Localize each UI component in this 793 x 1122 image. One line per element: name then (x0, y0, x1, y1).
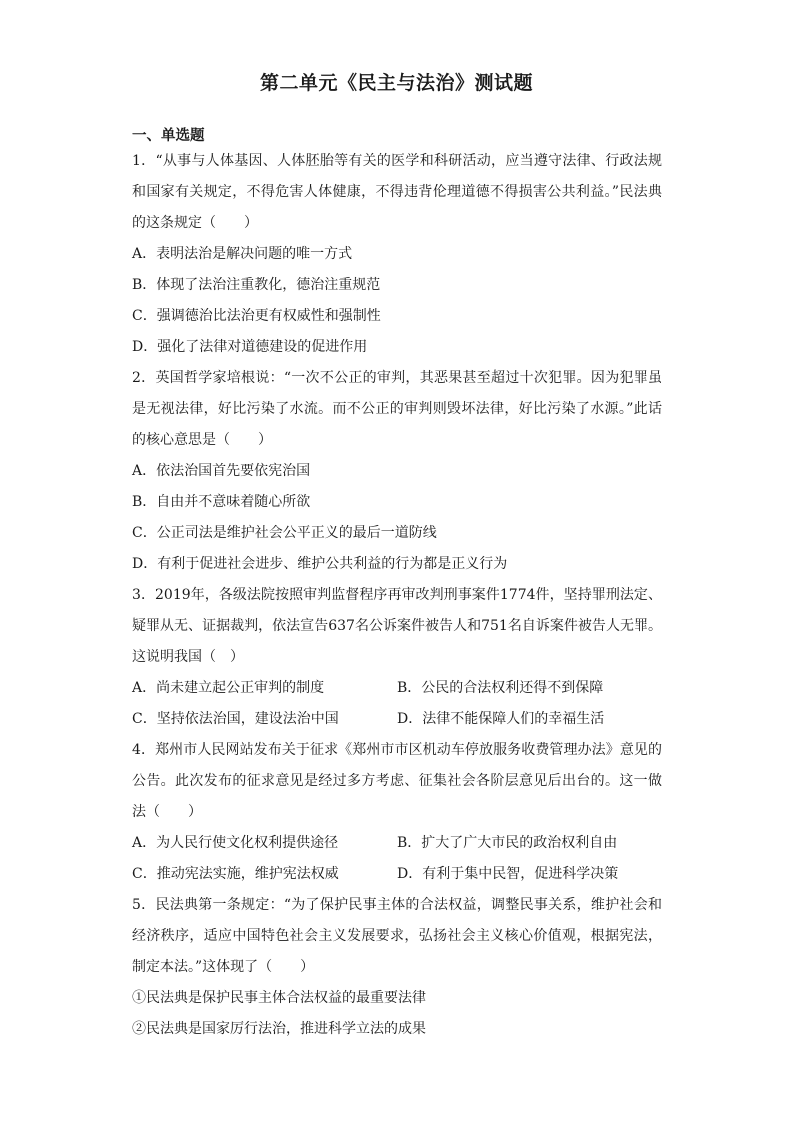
question-option: D．强化了法律对道德建设的促进作用 (132, 339, 368, 355)
question-option: ②民法典是国家厉行法治，推进科学立法的成果 (132, 1021, 426, 1037)
question-list (132, 146, 662, 1045)
question-stem: 1．“从事与人体基因、人体胚胎等有关的医学和科研活动，应当遵守法律、行政法规和国家有关规定，不得危害人体健康，不得违背伦理道德不得损害公共利益。”民法典的这条规定（ ） (132, 153, 662, 231)
question-option: C．坚持依法治国，建设法治中国 (132, 711, 339, 727)
option-row (132, 704, 662, 735)
question-option: C．强调德治比法治更有权威性和强制性 (132, 308, 381, 324)
question-option: B．扩大了广大市民的政治权利自由 (397, 835, 618, 851)
question-option: B．体现了法治注重教化，德治注重规范 (132, 277, 381, 293)
question-option: A．依法治国首先要依宪治国 (132, 463, 311, 479)
question-stem: 4．郑州市人民网站发布关于征求《郑州市市区机动车停放服务收费管理办法》意见的公告。此次发布的征求意见是经过多方考虑、征集社会各阶层意见后出台的。这一做法（ ） (132, 742, 662, 820)
page-title: 第二单元《民主与法治》测试题 (259, 72, 533, 94)
question-option: B．公民的合法权利还得不到保障 (397, 680, 604, 696)
option-row (132, 673, 662, 704)
question-stem: 5．民法典第一条规定：“为了保护民事主体的合法权益，调整民事关系，维护社会和经济秩序，适应中国特色社会主义发展要求，弘扬社会主义核心价值观，根据宪法，制定本法。”这体现了（ ） (132, 897, 662, 975)
question-option: D．法律不能保障人们的幸福生活 (397, 711, 605, 727)
question-stem: 3．2019年，各级法院按照审判监督程序再审改判刑事案件1774件，坚持罪刑法定、疑罪从无、证据裁判，依法宣告637名公诉案件被告人和751名自诉案件被告人无罪。这说明我国（ ） (132, 587, 662, 665)
question-option: C．公正司法是维护社会公平正义的最后一道防线 (132, 525, 437, 541)
question-option: A．尚未建立起公正审判的制度 (132, 680, 325, 696)
question-option: C．推动宪法实施，维护宪法权威 (132, 866, 339, 882)
section-heading: 一、单选题 (132, 127, 205, 144)
question-option: D．有利于集中民智，促进科学决策 (397, 866, 619, 882)
question-option: A．表明法治是解决问题的唯一方式 (132, 246, 353, 262)
question-option: B．自由并不意味着随心所欲 (132, 494, 311, 510)
question-option: ①民法典是保护民事主体合法权益的最重要法律 (132, 990, 426, 1006)
option-row (132, 828, 662, 859)
question-option: A．为人民行使文化权利提供途径 (132, 835, 339, 851)
option-row (132, 859, 662, 890)
question-stem: 2．英国哲学家培根说：“一次不公正的审判，其恶果甚至超过十次犯罪。因为犯罪虽是无视法律，好比污染了水流。而不公正的审判则毁坏法律，好比污染了水源。”此话的核心意思是（ ） (132, 370, 662, 448)
question-option: D．有利于促进社会进步、维护公共利益的行为都是正义行为 (132, 556, 508, 572)
